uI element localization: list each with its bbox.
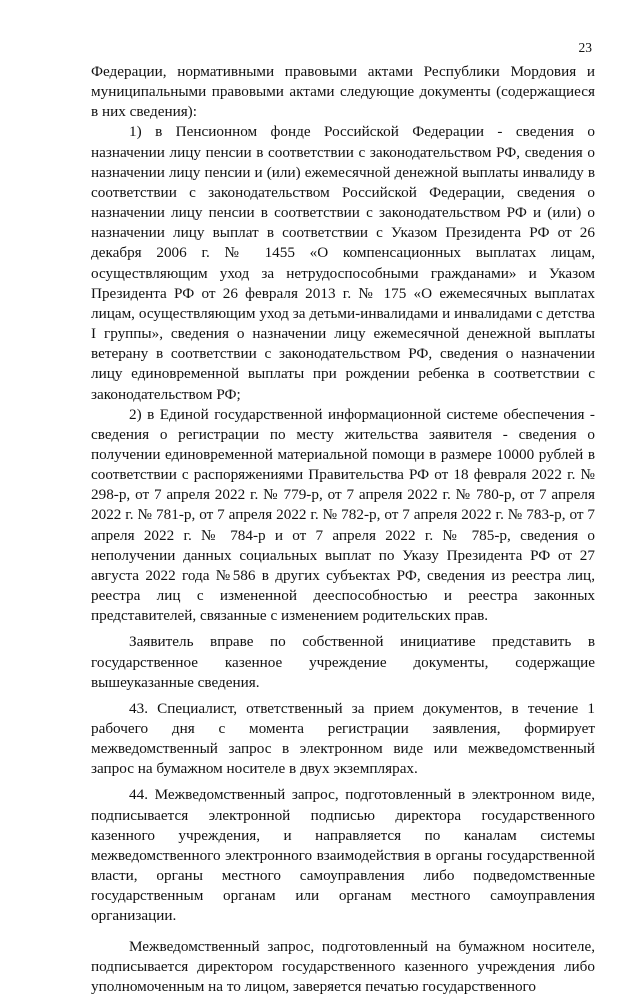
paragraph-item-1-pension-fund: 1) в Пенсионном фонде Российской Федерации - сведения о назначении лицу пенсии в соответствии с законодательством РФ, сведения о назначении лицу пенсии и (или) ежемесячной денежной выплаты инвалиду в соответствии с законодательством Российской Федерации, сведения о назначении лицу пенсии в соответствии с законодательством РФ и (или) о назначении лицу выплат в соответствии с Указом Президента РФ от 26 декабря 2006 г. № 1455 «О компенсационных выплатах лицам, осуществляющим уход за нетрудоспособными гражданами» и Указом Президента РФ от 26 февраля 2013 г. № 175 «О ежемесячных выплатах лицам, осуществляющим уход за детьми-инвалидами и инвалидами с детства I группы», сведения о назначении лицу ежемесячной денежной выплаты ветерану в соответствии с законодательством РФ, сведения о назначении лицу единовременной выплаты при рождении ребенка в соответствии с законодательством РФ; [91,123,595,403]
page-number: 23 [578,40,592,55]
paragraph-item-2-egisso: 2) в Единой государственной информационной системе обеспечения - сведения о регистрации по месту жительства заявителя - сведения о получении единовременной материальной помощи в размере 10000 рублей в соответствии с распоряжениями Правительства РФ от 18 февраля 2022 г. № 298-р, от 7 апреля 2022 г. № 779-р, от 7 апреля 2022 г. № 780-р, от 7 апреля 2022 г. № 781-р, от 7 апреля 2022 г. № 782-р, от 7 апреля 2022 г. № 783-р, от 7 апреля 2022 г. № 784-р и от 7 апреля 2022 г. № 785-р, сведения о неполучении данных социальных выплат по Указу Президента РФ от 27 августа 2022 года №586 в других субъектах РФ, сведения из реестра лиц, реестра лиц с измененной дееспособностью и реестра законных представителей, связанные с изменением родительских прав. [91,405,595,625]
paragraph-intro-continuation: Федерации, нормативными правовыми актами Республики Мордовия и муниципальными правовыми актами следующие документы (содержащиеся в них сведения): [91,63,595,121]
paragraph-paper-request: Межведомственный запрос, подготовленный на бумажном носителе, подписывается директором государственного казенного учреждения либо уполномоченным на то лицом, заверяется печатью государственного [91,937,595,995]
paragraph-clause-44: 44. Межведомственный запрос, подготовленный в электронном виде, подписывается электронной подписью директора государственного казенного учреждения, и направляется по каналам системы межведомственного электронного взаимодействия в органы государственной власти, органы местного самоуправления либо подведомственные государственным органам или органам местного самоуправления организации. [91,786,595,925]
document-body [91,62,595,997]
paragraph-clause-43: 43. Специалист, ответственный за прием документов, в течение 1 рабочего дня с момента регистрации заявления, формирует межведомственный запрос в электронном виде или межведомственный запрос на бумажном носителе в двух экземплярах. [91,699,595,778]
paragraph-applicant-right: Заявитель вправе по собственной инициативе представить в государственное казенное учреждение документы, содержащие вышеуказанные сведения. [91,633,595,691]
